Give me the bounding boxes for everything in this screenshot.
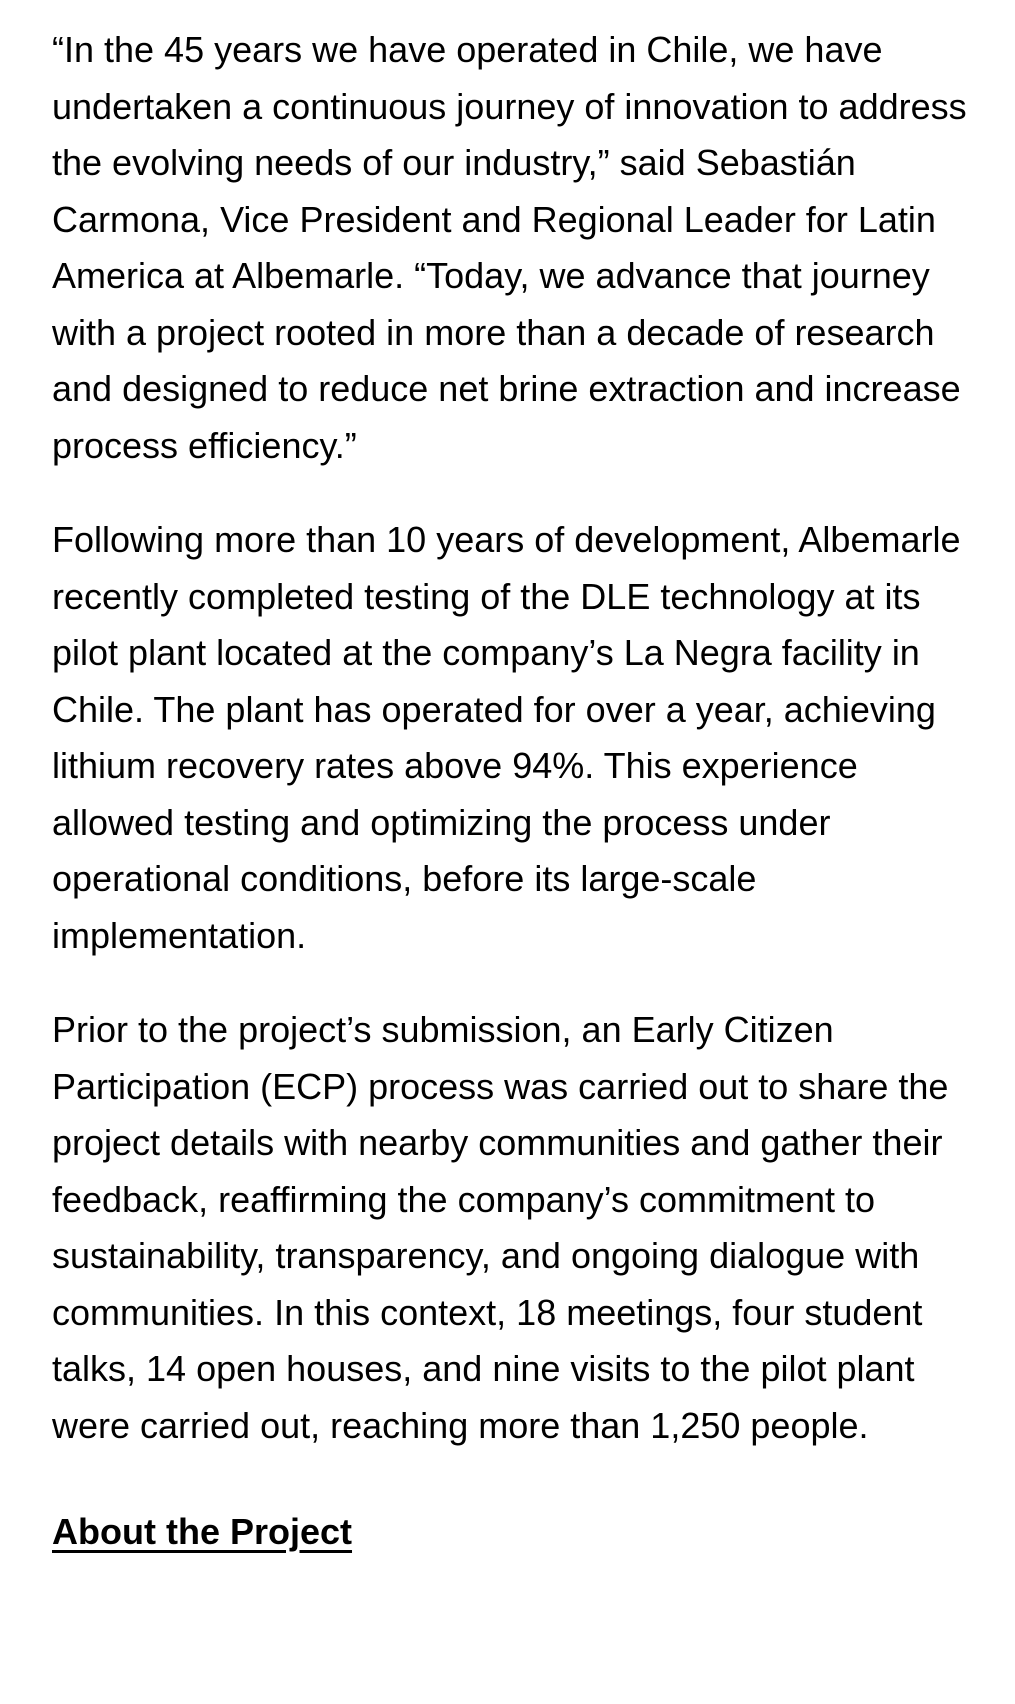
quote-paragraph: “In the 45 years we have operated in Chile, we have undertaken a continuous journey of innovation to address the evolving needs of our industry,” said Sebastián Carmona, Vice President and Regional Leader for Latin America at Albemarle. “Today, we advance that journey with a project rooted in more than a decade of research and designed to reduce net brine extraction and increase process efficiency.” bbox=[52, 29, 967, 466]
development-paragraph: Following more than 10 years of development, Albemarle recently completed testing of the DLE technology at its pilot plant located at the company’s La Negra facility in Chile. The plant has operated for over a year, achieving lithium recovery rates above 94%. This experience allowed testing and optimizing the process under operational conditions, before its large-scale implementation. bbox=[52, 519, 961, 956]
section-heading-about-project: About the Project bbox=[52, 1511, 353, 1552]
citizen-participation-paragraph: Prior to the project’s submission, an Early Citizen Participation (ECP) process was carried out to share the project details with nearby communities and gather their feedback, reaffirming the company’s commitment to sustainability, transparency, and ongoing dialogue with communities. In this context, 18 meetings, four student talks, 14 open houses, and nine visits to the pilot plant were carried out, reaching more than 1,250 people. bbox=[52, 1009, 949, 1446]
